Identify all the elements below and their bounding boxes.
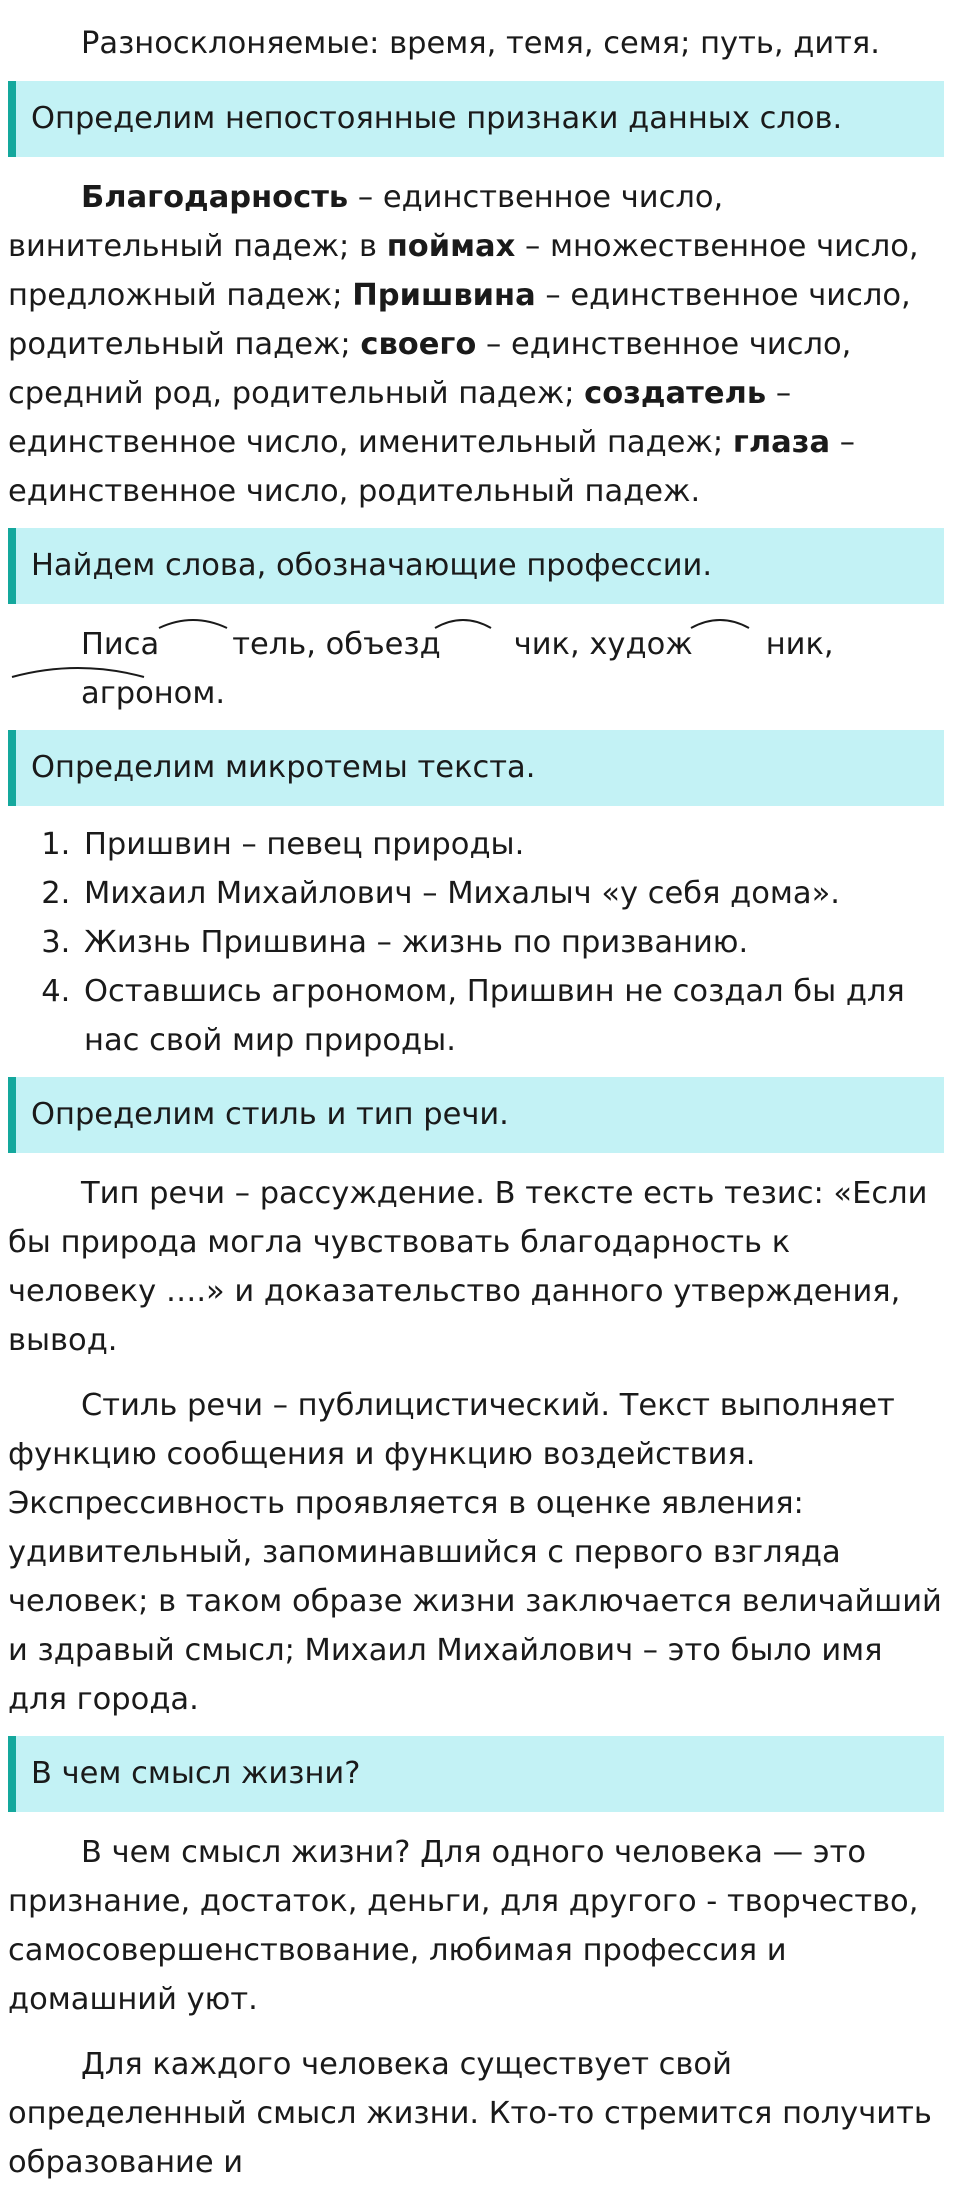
suffix-arc-icon bbox=[433, 616, 493, 630]
essay-paragraph-1: В чем смысл жизни? Для одного человека — это признание, достаток, деньги, для другого - творчество, самосовершенствование, любимая профессия и домашний уют. bbox=[8, 1835, 919, 2017]
heteroclitic-nouns-text: Разносклоняемые: время, темя, семя; путь, дитя. bbox=[81, 26, 880, 61]
professions-line bbox=[8, 620, 944, 718]
separator: , bbox=[823, 627, 834, 662]
feature-desc: – единственное число, именительный падеж; bbox=[8, 376, 792, 460]
microthemes-list bbox=[8, 820, 944, 1065]
feature-desc: – множественное число, предложный падеж; bbox=[8, 229, 919, 313]
suffix-arc-word bbox=[441, 620, 570, 669]
feature-desc: – единственное число, родительный падеж; bbox=[8, 278, 911, 362]
suffix-arc-word bbox=[159, 620, 306, 669]
section-banner-features: Определим непостоянные признаки данных слов. bbox=[8, 81, 944, 157]
document bbox=[0, 19, 944, 2187]
section-banner-life-meaning: В чем смысл жизни? bbox=[8, 1736, 944, 1812]
profession-root: Писа bbox=[81, 627, 160, 662]
list-item: 1. Пришвин – певец природы. bbox=[80, 820, 944, 869]
feature-word: Благодарность bbox=[81, 180, 349, 215]
heteroclitic-nouns-line bbox=[8, 19, 944, 68]
feature-word: поймах bbox=[386, 229, 516, 264]
section-banner-microthemes: Определим микротемы текста. bbox=[8, 730, 944, 806]
feature-desc: – единственное число, родительный падеж. bbox=[8, 425, 856, 509]
speech-type-paragraph: Тип речи – рассуждение. В тексте есть тезис: «Если бы природа могла чувствовать благодарность к человеку ….» и доказательство данного утверждения, вывод. bbox=[8, 1176, 928, 1358]
feature-desc: – единственное число, винительный падеж; в bbox=[8, 180, 724, 264]
profession-suffix: ник bbox=[765, 627, 824, 662]
separator: , bbox=[569, 627, 590, 662]
profession-suffix: чик bbox=[513, 627, 570, 662]
suffix-arc-word bbox=[693, 620, 824, 669]
root-arc-icon bbox=[10, 665, 146, 679]
root-arc-word bbox=[8, 669, 215, 718]
essay-paragraph-2: Для каждого человека существует свой определенный смысл жизни. Кто-то стремится получить образование и bbox=[8, 2047, 932, 2180]
section-banner-style: Определим стиль и тип речи. bbox=[8, 1077, 944, 1153]
feature-word: своего bbox=[360, 327, 477, 362]
separator: . bbox=[215, 676, 226, 711]
suffix-arc-icon bbox=[689, 616, 751, 630]
profession-root: худож bbox=[589, 627, 693, 662]
feature-word: Пришвина bbox=[352, 278, 536, 313]
feature-desc: – единственное число, средний род, родительный падеж; bbox=[8, 327, 852, 411]
list-item: 2. Михаил Михайлович – Михалыч «у себя дома». bbox=[80, 869, 944, 918]
features-paragraph bbox=[8, 173, 944, 516]
profession-suffix: тель bbox=[232, 627, 307, 662]
profession-word: агроном bbox=[81, 676, 216, 711]
separator: , bbox=[306, 627, 326, 662]
feature-word: глаза bbox=[732, 425, 831, 460]
section-banner-professions: Найдем слова, обозначающие профессии. bbox=[8, 528, 944, 604]
list-item: 4. Оставшись агрономом, Пришвин не создал бы для нас свой мир природы. bbox=[80, 967, 944, 1065]
feature-word: создатель bbox=[584, 376, 767, 411]
list-item: 3. Жизнь Пришвина – жизнь по призванию. bbox=[80, 918, 944, 967]
profession-root: объезд bbox=[325, 627, 441, 662]
speech-style-paragraph: Стиль речи – публицистический. Текст выполняет функцию сообщения и функцию воздействия. Экспрессивность проявляется в оценке явления: удивительный, запоминавшийся с первого взгляда человек; в таком образе жизни заключается величайший и здравый смысл; Михаил Михайлович – это было имя для города. bbox=[8, 1388, 942, 1717]
suffix-arc-icon bbox=[157, 616, 229, 630]
